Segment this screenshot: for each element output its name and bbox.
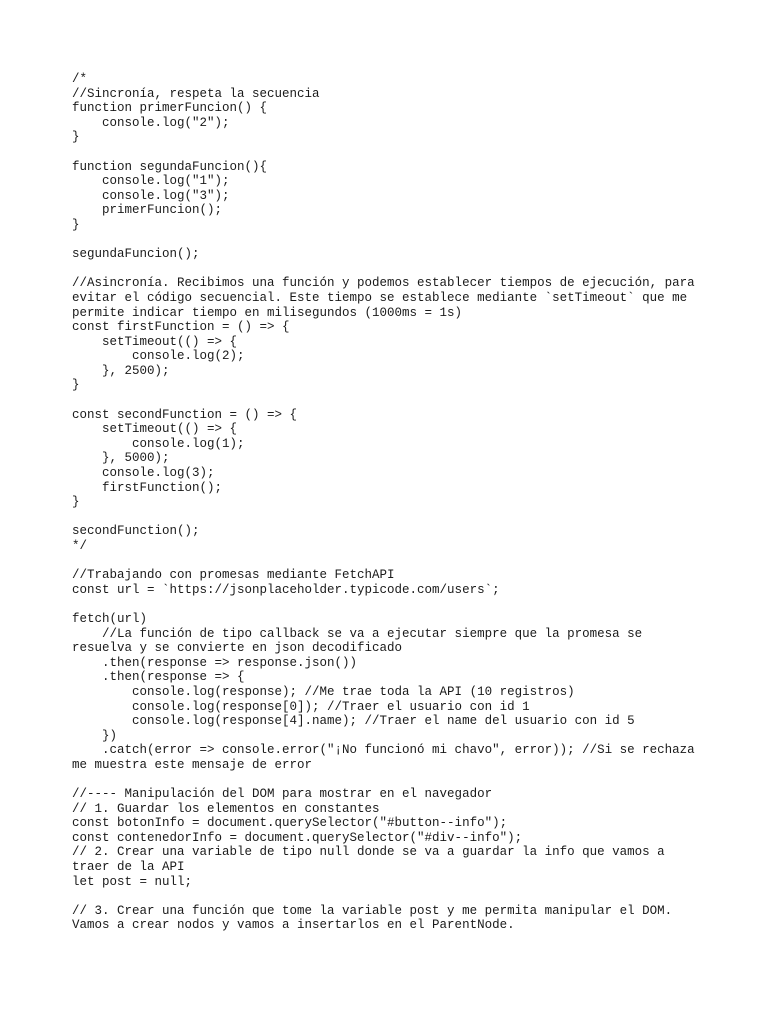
code-line: */ [72, 539, 88, 553]
code-text-block [72, 72, 695, 933]
code-line: console.log("2"); [72, 115, 230, 130]
code-line: // 1. Guardar los elementos en constantes [72, 801, 380, 816]
code-line: } [72, 217, 80, 232]
code-line: function segundaFuncion(){ [72, 159, 268, 174]
code-line: console.log(response); //Me trae toda la API (10 registros) [72, 684, 575, 699]
code-line: }) [72, 728, 118, 743]
code-line: segundaFuncion(); [72, 247, 200, 262]
code-line: console.log(3); [72, 466, 215, 481]
code-line: me muestra este mensaje de error [72, 757, 313, 772]
code-line: console.log(response[0]); //Traer el usuario con id 1 [72, 699, 530, 714]
code-line: /* [72, 72, 88, 86]
code-line: const firstFunction = () => { [72, 320, 290, 335]
code-line: const botonInfo = document.querySelector("#button--info"); [72, 816, 508, 831]
code-line: }, 5000); [72, 451, 170, 466]
code-line: console.log(2); [72, 349, 245, 364]
code-line: //---- Manipulación del DOM para mostrar en el navegador [72, 787, 493, 802]
code-line: const contenedorInfo = document.querySelector("#div--info"); [72, 830, 523, 845]
code-line: primerFuncion(); [72, 203, 223, 218]
code-line: secondFunction(); [72, 524, 200, 539]
code-line: console.log("3"); [72, 188, 230, 203]
code-line: .catch(error => console.error("¡No funcionó mi chavo", error)); //Si se rechaza [72, 743, 695, 758]
code-line: } [72, 130, 80, 145]
code-line: let post = null; [72, 874, 193, 889]
code-line: // 3. Crear una función que tome la variable post y me permita manipular el DOM. [72, 903, 673, 918]
code-line: const secondFunction = () => { [72, 407, 298, 422]
code-line: firstFunction(); [72, 480, 223, 495]
code-line: evitar el código secuencial. Este tiempo se establece mediante `setTimeout` que me [72, 290, 688, 305]
code-line: const url = `https://jsonplaceholder.typicode.com/users`; [72, 582, 500, 597]
code-line: Vamos a crear nodos y vamos a insertarlos en el ParentNode. [72, 918, 515, 933]
code-line: traer de la API [72, 860, 185, 875]
code-line: console.log(response[4].name); //Traer el name del usuario con id 5 [72, 714, 635, 729]
code-line: //Sincronía, respeta la secuencia [72, 86, 320, 101]
code-line: setTimeout(() => { [72, 422, 238, 437]
code-line: .then(response => { [72, 670, 245, 685]
code-line: fetch(url) [72, 611, 148, 626]
code-line: setTimeout(() => { [72, 334, 238, 349]
code-line: //La función de tipo callback se va a ejecutar siempre que la promesa se [72, 626, 643, 641]
code-line: console.log("1"); [72, 174, 230, 189]
code-line: } [72, 378, 80, 393]
code-line: resuelva y se convierte en json decodificado [72, 641, 403, 656]
code-line: //Trabajando con promesas mediante FetchAPI [72, 568, 395, 583]
code-line: console.log(1); [72, 436, 245, 451]
code-line: function primerFuncion() { [72, 101, 268, 116]
code-line: } [72, 495, 80, 510]
code-line: }, 2500); [72, 363, 170, 378]
code-line: permite indicar tiempo en milisegundos (1000ms = 1s) [72, 305, 463, 320]
code-line: // 2. Crear una variable de tipo null donde se va a guardar la info que vamos a [72, 845, 665, 860]
code-line: //Asincronía. Recibimos una función y podemos establecer tiempos de ejecución, para [72, 276, 695, 291]
code-line: .then(response => response.json()) [72, 655, 358, 670]
